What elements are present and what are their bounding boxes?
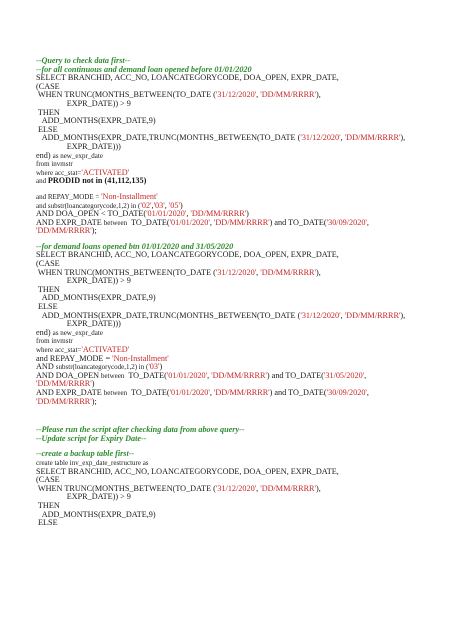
comment-text: --create a backup table first-- [36, 449, 135, 459]
code-token: ADD_MONTHS(EXPR_DATE,TRUNC(MONTHS_BETWEEN(TO_DATE ( [36, 133, 301, 143]
string-literal: 'DD/MM/RRRR' [213, 217, 270, 227]
string-literal: '31/12/2020' [215, 483, 257, 493]
code-token: ADD_MONTHS(EXPR_DATE,9) [36, 116, 156, 126]
code-token: create table inv_exp_date_restructure as [36, 458, 149, 467]
comment-text: --Update script for Expiry Date-- [36, 433, 147, 443]
code-token: AND DOA_OPEN [36, 370, 102, 380]
code-token: (CASE [36, 475, 60, 485]
code-token: from [36, 160, 52, 169]
code-line [36, 372, 466, 381]
code-token: AND EXPR_DATE [36, 387, 104, 397]
string-literal: 'DD/MM/RRRR' [213, 387, 270, 397]
code-token: WHEN TRUNC(MONTHS_BETWEEN(TO_DATE ( [36, 90, 216, 100]
code-token: TO_DATE( [127, 387, 170, 397]
code-line [36, 152, 466, 161]
string-literal: '31/12/2020' [300, 133, 341, 143]
sql-script-body [36, 57, 466, 528]
code-token: EXPR_DATE))) [36, 319, 121, 329]
string-literal: '01/01/2020' [169, 217, 210, 227]
code-line [36, 519, 466, 528]
code-token: invmstr [51, 337, 73, 346]
code-token: , [366, 217, 369, 227]
code-token: , [256, 267, 261, 277]
code-token: SELECT BRANCHID, ACC_NO, LOANCATEGORYCODE, DOA_OPEN, EXPR_DATE, [36, 73, 339, 83]
string-literal: 'DD/MM/RRRR' [344, 133, 401, 143]
code-line [36, 143, 466, 152]
code-token: ) and TO_DATE( [269, 217, 327, 227]
string-literal: 'DD/MM/RRRR' [260, 483, 316, 493]
comment-text: --for all continuous and demand loan opened before 01/01/2020 [36, 64, 252, 74]
code-line [36, 74, 466, 83]
code-token: ) [179, 200, 183, 210]
code-token: AND DOA_OPEN < TO_DATE( [36, 209, 147, 219]
string-literal: 'DD/MM/RRRR' [36, 396, 92, 406]
code-token: invmstr [51, 160, 73, 169]
code-line [36, 398, 466, 407]
code-token: THEN [36, 500, 60, 510]
code-token: SELECT BRANCHID, ACC_NO, LOANCATEGORYCODE, DOA_OPEN, EXPR_DATE, [36, 466, 339, 476]
code-token: ADD_MONTHS(EXPR_DATE,TRUNC(MONTHS_BETWEEN(TO_DATE ( [36, 310, 301, 320]
code-line [36, 493, 466, 502]
code-line [36, 251, 466, 260]
code-line [36, 117, 466, 126]
string-literal: '01/01/2020' [146, 209, 187, 219]
code-token: , [164, 200, 169, 210]
string-literal: 'DD/MM/RRRR' [190, 209, 247, 219]
code-token: between [101, 371, 125, 380]
string-literal: '31/12/2020' [215, 90, 257, 100]
code-token: ), [400, 310, 406, 320]
code-token: ), [315, 90, 321, 100]
code-line [36, 329, 466, 338]
string-literal: '05' [168, 200, 180, 210]
code-line [36, 177, 466, 186]
string-literal: '03' [153, 200, 165, 210]
code-token: THEN [36, 107, 60, 117]
code-token: ADD_MONTHS(EXPR_DATE,9) [36, 509, 156, 519]
code-token: TO_DATE( [127, 217, 170, 227]
string-literal: 'DD/MM/RRRR' [344, 310, 401, 320]
code-line [36, 355, 466, 364]
string-literal: 'ACTIVATED' [81, 167, 130, 177]
code-token: and REPAY_MODE = [36, 192, 102, 201]
string-literal: '01/01/2020' [166, 370, 208, 380]
code-token: AND EXPR_DATE [36, 217, 104, 227]
code-token: THEN [36, 284, 60, 294]
code-line [36, 277, 466, 286]
code-line [36, 294, 466, 303]
code-token: ); [91, 396, 97, 406]
code-token: SELECT BRANCHID, ACC_NO, LOANCATEGORYCODE, DOA_OPEN, EXPR_DATE, [36, 250, 339, 260]
code-token: as new_expr_date [52, 151, 103, 160]
code-token: end) [36, 327, 53, 337]
code-token: ), [315, 267, 321, 277]
code-token: ) [246, 209, 249, 219]
comment-text: --for demand loans opened btn 01/01/2020 and 31/05/2020 [36, 241, 234, 251]
string-literal: '31/12/2020' [300, 310, 341, 320]
code-token: EXPR_DATE))) [36, 141, 121, 151]
string-literal: 'ACTIVATED' [81, 345, 130, 354]
code-line [36, 193, 466, 202]
code-token: WHEN TRUNC(MONTHS_BETWEEN(TO_DATE ( [36, 483, 216, 493]
code-token: and [36, 177, 48, 186]
code-token: ELSE [36, 518, 58, 528]
code-line [36, 227, 466, 236]
code-token: , [256, 90, 261, 100]
string-literal: '02' [140, 200, 152, 210]
code-token: , [340, 133, 345, 143]
code-token: (CASE [36, 259, 60, 269]
string-literal: 'DD/MM/RRRR' [211, 370, 267, 380]
code-token: ), [400, 133, 406, 143]
code-token: , [209, 387, 214, 397]
code-token: from [36, 337, 52, 346]
string-literal: '31/12/2020' [215, 267, 257, 277]
code-comment-line [36, 450, 466, 459]
code-token: , [186, 209, 191, 219]
code-token: AND [36, 362, 56, 372]
code-token: between [103, 388, 128, 397]
code-line [36, 468, 466, 477]
code-token: , [207, 370, 212, 380]
code-token: and substr(loancategorycode,1,2) in ( [36, 201, 141, 210]
code-token: PRODID not in (41,112,135) [47, 176, 147, 186]
code-token: substr(loancategorycode,1,2) in ( [55, 363, 149, 372]
code-token: (CASE [36, 81, 60, 91]
string-literal: '30/09/2020' [326, 387, 367, 397]
code-token: WHEN TRUNC(MONTHS_BETWEEN(TO_DATE ( [36, 267, 216, 277]
code-token: , [366, 387, 369, 397]
string-literal: 'DD/MM/RRRR' [36, 226, 92, 236]
string-literal: '30/09/2020' [326, 217, 367, 227]
comment-text: --Please run the script after checking data from above query-- [36, 425, 245, 435]
string-literal: 'Non-Installment' [112, 353, 169, 363]
code-line [36, 320, 466, 329]
code-token: , [340, 310, 345, 320]
comment-text: --Query to check data first-- [36, 56, 131, 65]
code-token: EXPR_DATE)) > 9 [36, 98, 131, 108]
code-token: , [209, 217, 214, 227]
line-spacer [36, 406, 466, 426]
code-token: between [103, 218, 128, 227]
code-line [36, 511, 466, 520]
code-token: ADD_MONTHS(EXPR_DATE,9) [36, 293, 156, 303]
code-token: where acc_stat= [36, 346, 82, 354]
code-token: EXPR_DATE)) > 9 [36, 492, 131, 502]
code-line [36, 219, 466, 228]
code-token: , [151, 200, 154, 210]
code-token: as new_expr_date [52, 328, 103, 337]
code-token: end) [36, 150, 53, 160]
code-token: ) [91, 379, 95, 389]
string-literal: 'DD/MM/RRRR' [260, 90, 316, 100]
code-token: ELSE [36, 124, 58, 134]
code-token: , [256, 483, 261, 493]
code-token: ) and TO_DATE( [269, 387, 327, 397]
code-token: ) [159, 362, 163, 372]
code-token: EXPR_DATE)) > 9 [36, 276, 131, 286]
code-token: and REPAY_MODE = [36, 353, 113, 363]
string-literal: '01/01/2020' [169, 387, 210, 397]
string-literal: '03' [148, 362, 160, 372]
code-token: TO_DATE( [124, 370, 167, 380]
string-literal: 'DD/MM/RRRR' [260, 267, 316, 277]
code-line [36, 100, 466, 109]
code-token: ), [315, 483, 321, 493]
string-literal: 'Non-Installment' [101, 191, 158, 201]
code-token: ) and TO_DATE( [266, 370, 324, 380]
string-literal: '31/05/2020' [323, 370, 365, 380]
string-literal: 'DD/MM/RRRR' [36, 379, 92, 389]
code-token: , [364, 370, 367, 380]
code-token: where acc_stat= [36, 168, 82, 177]
code-line [36, 389, 466, 398]
code-token: ); [91, 226, 97, 236]
code-comment-line [36, 435, 466, 444]
code-token: ELSE [36, 302, 58, 312]
